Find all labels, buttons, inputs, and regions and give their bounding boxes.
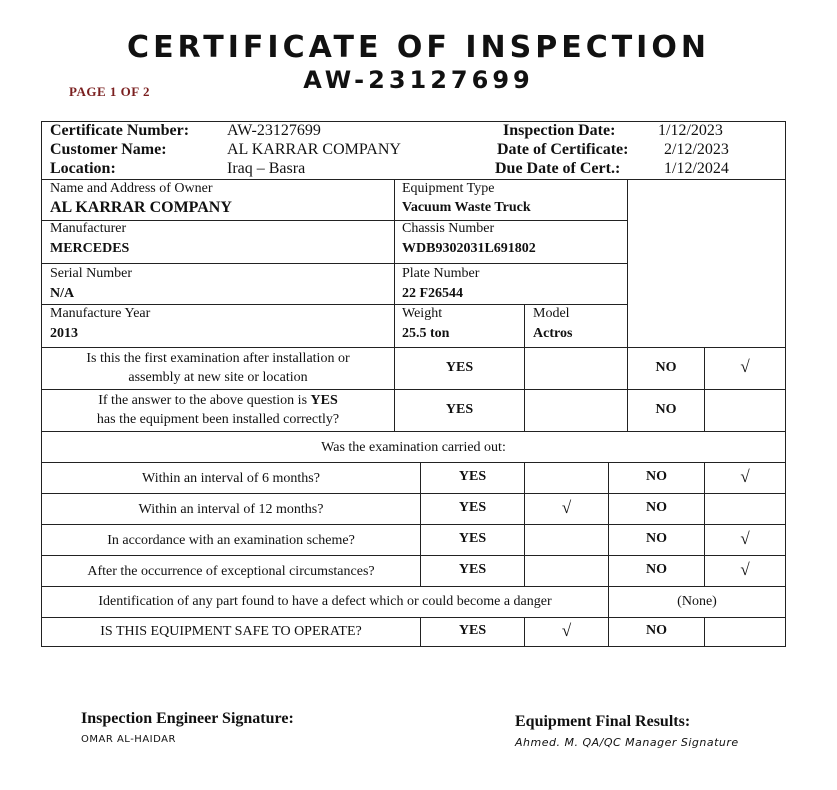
q2-line1-text: If the answer to the above question is: [98, 393, 311, 408]
certificate-date-value: 2/12/2023: [664, 141, 729, 158]
due-date-label: Due Date of Cert.:: [495, 160, 621, 177]
q3-question: Within an interval of 6 months?: [142, 471, 320, 486]
q3-yes: YES: [458, 469, 487, 484]
q6-no-checkmark: √: [740, 560, 750, 579]
q2-no: NO: [655, 402, 677, 417]
engineer-signature-name: OMAR AL-HAIDAR: [81, 734, 176, 745]
q2-line1: [41, 391, 395, 410]
q5-yes-check-cell: [524, 524, 609, 556]
q5-yes: YES: [458, 531, 487, 546]
chassis-label: Chassis Number: [402, 221, 495, 236]
chassis-value: WDB9302031L691802: [402, 241, 536, 256]
q1-yes-check-cell: [524, 347, 628, 390]
location-label: Location:: [50, 160, 116, 177]
q2-yes: YES: [445, 402, 474, 417]
engineer-signature-label: Inspection Engineer Signature:: [81, 710, 294, 727]
certificate-number-value: AW-23127699: [227, 122, 321, 139]
inspection-date-label: Inspection Date:: [503, 122, 616, 139]
manufacturer-label: Manufacturer: [50, 221, 127, 236]
q8-yes: YES: [458, 623, 487, 638]
manufacturer-value: MERCEDES: [50, 241, 130, 256]
certificate-number-label: Certificate Number:: [50, 122, 190, 139]
q1-question: [41, 349, 395, 387]
q6-yes: YES: [458, 562, 487, 577]
q7-question: Identification of any part found to have a defect which or could become a danger: [98, 594, 552, 609]
details-side-cell: [627, 179, 786, 348]
q6-no: NO: [646, 562, 667, 577]
q4-question: Within an interval of 12 months?: [138, 502, 324, 517]
q2-question: [41, 391, 395, 429]
q5-question: In accordance with an examination scheme?: [107, 533, 355, 548]
q8-yes-checkmark: √: [561, 621, 572, 640]
customer-name-value: AL KARRAR COMPANY: [227, 141, 401, 158]
plate-value: 22 F26544: [402, 286, 464, 301]
customer-name-label: Customer Name:: [50, 141, 167, 158]
model-value: Actros: [533, 326, 573, 341]
q8-no: NO: [646, 623, 667, 638]
q5-no-checkmark: √: [740, 529, 750, 548]
equipment-type-value: Vacuum Waste Truck: [402, 200, 531, 215]
q2-line2: has the equipment been installed correctly?: [96, 412, 340, 427]
q1-no-checkmark: √: [740, 357, 750, 376]
serial-label: Serial Number: [50, 266, 133, 281]
serial-value: N/A: [50, 286, 75, 301]
year-value: 2013: [50, 326, 78, 341]
equipment-type-label: Equipment Type: [402, 181, 495, 196]
certificate-subtitle: AW-23127699: [303, 66, 534, 94]
q5-no: NO: [646, 531, 667, 546]
q1-line1: Is this the first examination after installation or: [86, 351, 350, 366]
q1-no: NO: [655, 360, 677, 375]
final-results-label: Equipment Final Results:: [515, 713, 691, 730]
q3-yes-check-cell: [524, 462, 609, 494]
weight-value: 25.5 ton: [402, 326, 450, 341]
due-date-value: 1/12/2024: [664, 160, 729, 177]
examination-header: Was the examination carried out:: [321, 440, 506, 455]
manager-signature-name: Ahmed. M. QA/QC Manager Signature: [515, 736, 739, 749]
q2-yes-check-cell: [524, 389, 628, 432]
q4-no: NO: [646, 500, 667, 515]
owner-value: AL KARRAR COMPANY: [50, 199, 232, 216]
location-value: Iraq – Basra: [227, 160, 306, 177]
q6-question: After the occurrence of exceptional circumstances?: [87, 564, 375, 579]
q1-line2: assembly at new site or location: [128, 370, 308, 385]
q4-yes-checkmark: √: [561, 498, 572, 517]
certificate-title: CERTIFICATE OF INSPECTION: [127, 30, 710, 65]
q4-yes: YES: [458, 500, 487, 515]
weight-label: Weight: [402, 306, 443, 321]
year-label: Manufacture Year: [50, 306, 151, 321]
q4-no-check-cell: [704, 493, 786, 525]
q6-yes-check-cell: [524, 555, 609, 587]
plate-label: Plate Number: [402, 266, 480, 281]
q1-yes: YES: [445, 360, 474, 375]
q8-no-check-cell: [704, 617, 786, 647]
q7-answer: (None): [677, 594, 717, 609]
q2-no-check-cell: [704, 389, 786, 432]
q3-no: NO: [646, 469, 667, 484]
inspection-date-value: 1/12/2023: [658, 122, 723, 139]
page-indicator: PAGE 1 OF 2: [69, 84, 150, 99]
q8-question: IS THIS EQUIPMENT SAFE TO OPERATE?: [100, 624, 362, 639]
owner-label: Name and Address of Owner: [50, 181, 213, 196]
q3-no-checkmark: √: [740, 467, 750, 486]
certificate-date-label: Date of Certificate:: [497, 141, 629, 158]
q2-line1-yes: YES: [310, 393, 338, 408]
model-label: Model: [533, 306, 570, 321]
